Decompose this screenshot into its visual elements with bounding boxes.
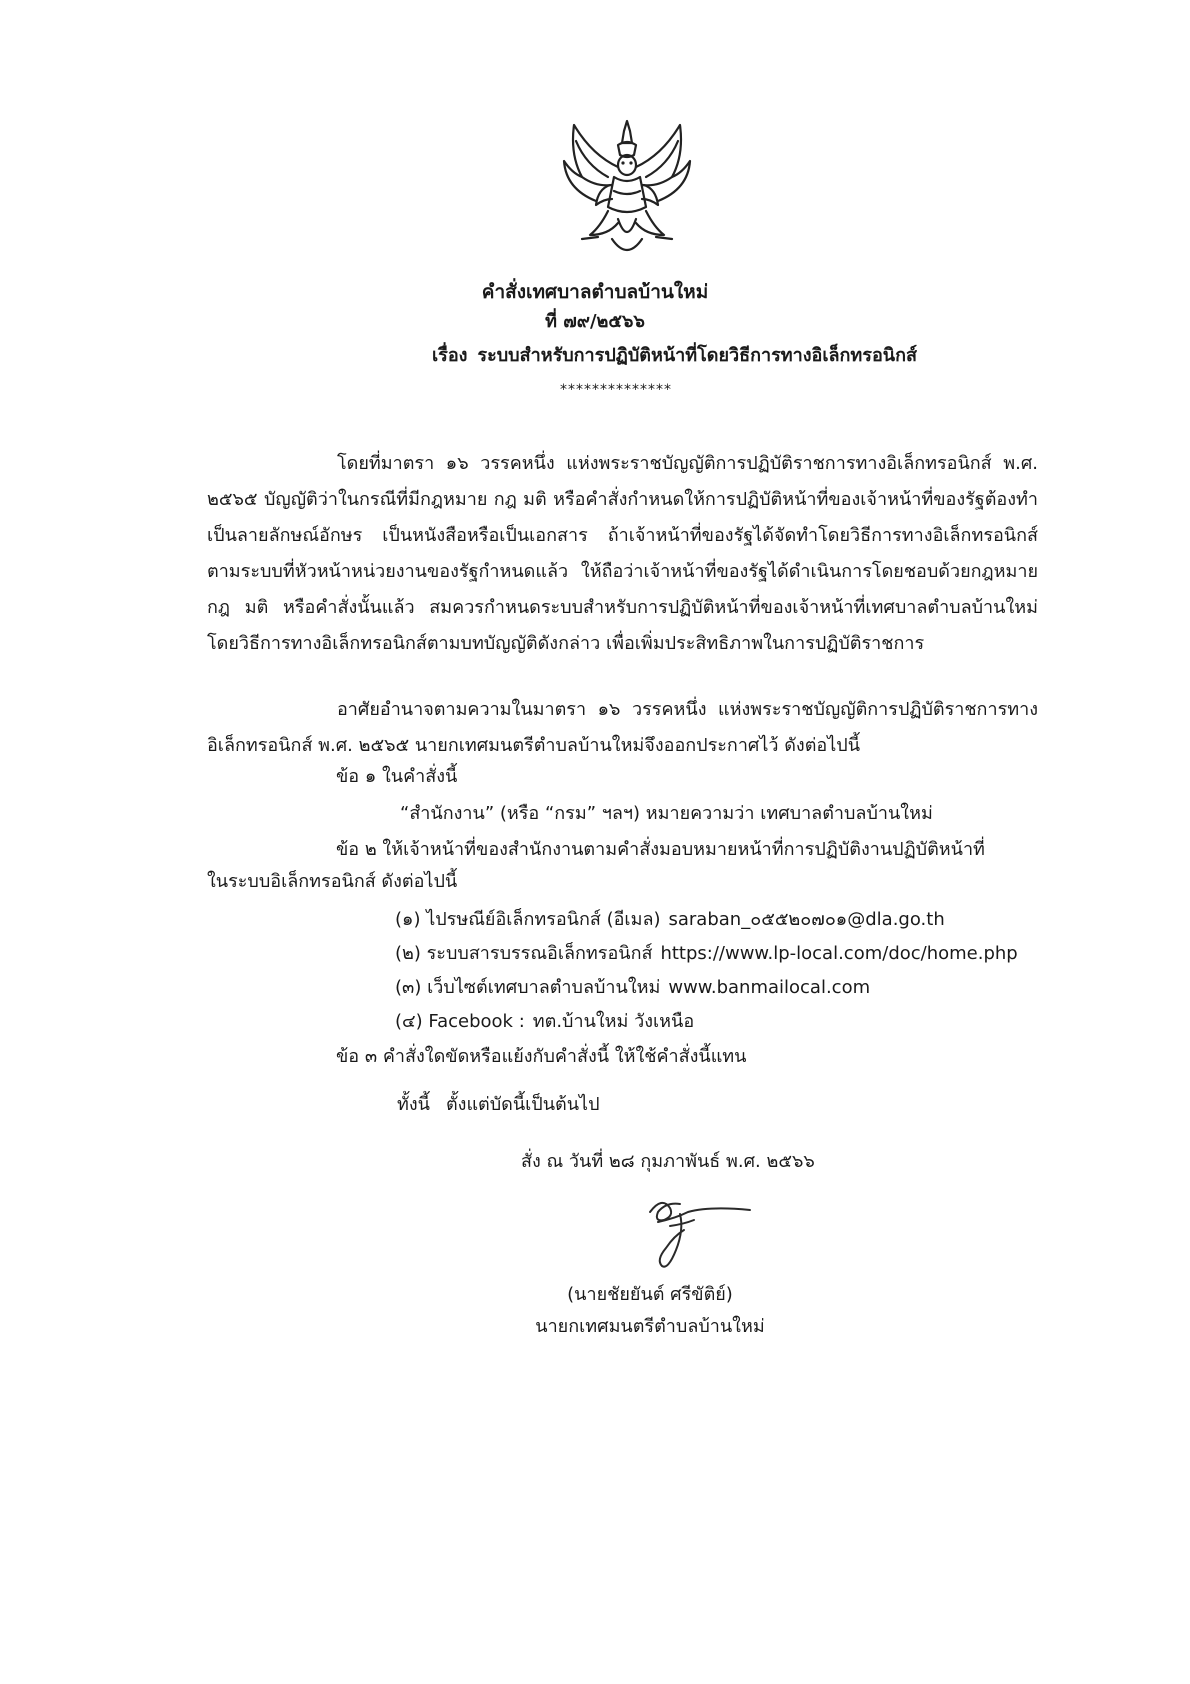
list-item-value: https://www.lp-local.com/doc/home.php bbox=[660, 943, 1018, 964]
paragraph-preamble: โดยที่มาตรา ๑๖ วรรคหนึ่ง แห่งพระราชบัญญัติการปฏิบัติราชการทางอิเล็กทรอนิกส์ พ.ศ. ๒๕๖๕ บัญญัติว่าในกรณีที่มีกฎหมาย กฎ มติ หรือคำสั่งกำหนดให้การปฏิบัติหน้าที่ของเจ้าหน้าที่ของรัฐต้องทำเป็นลายลักษณ์อักษร เป็นหนังสือหรือเป็นเอกสาร ถ้าเจ้าหน้าที่ของรัฐได้จัดทำโดยวิธีการทางอิเล็กทรอนิกส์ตามระบบที่หัวหน้าหน่วยงานของรัฐกำหนดแล้ว ให้ถือว่าเจ้าหน้าที่ของรัฐได้ดำเนินการโดยชอบด้วยกฎหมาย กฎ มติ หรือคำสั่งนั้นแล้ว สมควรกำหนดระบบสำหรับการปฏิบัติหน้าที่ของเจ้าหน้าที่เทศบาลตำบลบ้านใหม่ โดยวิธีการทางอิเล็กทรอนิกส์ตามบทบัญญัติดังกล่าว เพื่อเพิ่มประสิทธิภาพในการปฏิบัติราชการ bbox=[207, 453, 1038, 654]
clause-3: ข้อ ๓ คำสั่งใดขัดหรือแย้งกับคำสั่งนี้ ให้ใช้คำสั่งนี้แทน bbox=[336, 1046, 747, 1067]
subject-label: เรื่อง bbox=[432, 345, 468, 366]
list-item bbox=[395, 908, 945, 932]
subject-text: ระบบสำหรับการปฏิบัติหน้าที่โดยวิธีการทางอิเล็กทรอนิกส์ bbox=[477, 345, 917, 366]
paragraph-authority: อาศัยอำนาจตามความในมาตรา ๑๖ วรรคหนึ่ง แห่งพระราชบัญญัติการปฏิบัติราชการทางอิเล็กทรอนิกส์ พ.ศ. ๒๕๖๕ นายกเทศมนตรีตำบลบ้านใหม่จึงออกประกาศไว้ ดังต่อไปนี้ bbox=[207, 699, 1038, 756]
clause-1: ข้อ ๑ ในคำสั่งนี้ bbox=[336, 766, 458, 787]
effective-text: ตั้งแต่บัดนี้เป็นต้นไป bbox=[445, 1094, 600, 1115]
list-item-label: (๓) เว็บไซต์เทศบาลตำบลบ้านใหม่ bbox=[395, 977, 661, 998]
clause-1-definition: “สำนักงาน” (หรือ “กรม” ฯลฯ) หมายความว่า เทศบาลตำบลบ้านใหม่ bbox=[400, 803, 933, 824]
effective-date-line bbox=[397, 1093, 600, 1117]
order-title: คำสั่งเทศบาลตำบลบ้านใหม่ bbox=[481, 281, 709, 303]
clause-2: ข้อ ๒ ให้เจ้าหน้าที่ของสำนักงานตามคำสั่งมอบหมายหน้าที่การปฏิบัติงานปฏิบัติหน้าที่ bbox=[336, 839, 985, 860]
list-item-label: (๔) Facebook : bbox=[395, 1011, 525, 1032]
list-item bbox=[395, 976, 870, 1000]
order-number: ที่ ๗๙/๒๕๖๖ bbox=[545, 311, 645, 332]
list-item bbox=[395, 1010, 694, 1034]
list-item-label: (๒) ระบบสารบรรณอิเล็กทรอนิกส์ bbox=[395, 943, 653, 964]
list-item-label: (๑) ไปรษณีย์อิเล็กทรอนิกส์ (อีเมล) bbox=[395, 909, 661, 930]
signer-name: (นายชัยยันต์ ศรีขัติย์) bbox=[567, 1284, 733, 1305]
handwritten-signature bbox=[640, 1190, 770, 1280]
order-subject-line bbox=[432, 344, 917, 368]
separator-stars: ************** bbox=[560, 382, 672, 398]
list-item bbox=[395, 942, 1018, 966]
effective-label: ทั้งนี้ bbox=[397, 1094, 430, 1115]
list-item-value: ทต.บ้านใหม่ วังเหนือ bbox=[532, 1011, 695, 1032]
order-date: สั่ง ณ วันที่ ๒๘ กุมภาพันธ์ พ.ศ. ๒๕๖๖ bbox=[521, 1151, 815, 1172]
garuda-emblem-icon bbox=[552, 115, 702, 265]
list-item-value: www.banmailocal.com bbox=[668, 977, 871, 998]
signer-title: นายกเทศมนตรีตำบลบ้านใหม่ bbox=[535, 1316, 765, 1337]
list-item-value: saraban_๐๕๕๒๐๗๐๑@dla.go.th bbox=[668, 909, 945, 930]
clause-2-continued: ในระบบอิเล็กทรอนิกส์ ดังต่อไปนี้ bbox=[207, 871, 458, 892]
